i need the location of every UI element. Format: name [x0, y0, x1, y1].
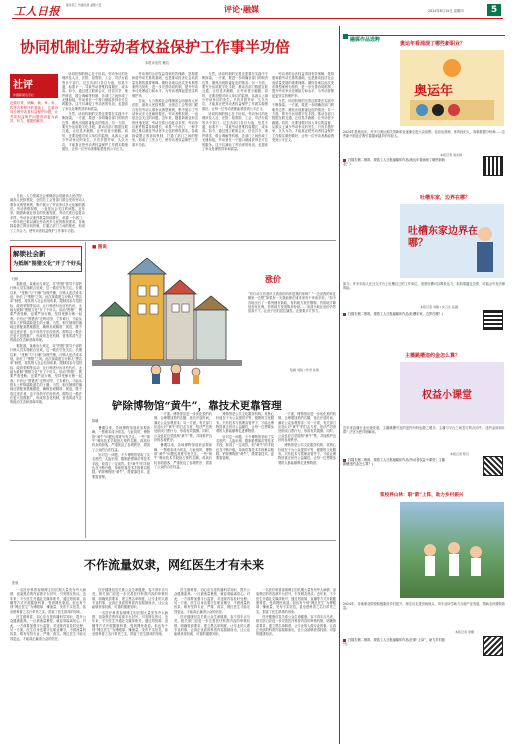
- museum-p4: 博物馆是公共文化服务机构，其核心价值在于为公众提供平等、便捷的文化服务。只有技术与管理双管齐下，才能让博物馆真正回归公益属性，让每一位想要参观的人都能顺利走进博物馆。: [216, 412, 274, 434]
- main-byline: 本报评论员 赖拉: [145, 61, 170, 65]
- lower-p4b: 医疗健康信息关系公众生命健康，容不得半点马虎。相关部门应进一步完善医疗科普内容的审核机制，明确资质要求，建立黑名单制度，让专业的人做专业的事，让真正优质的科普内容脱颖而出，让公众能够获得权威、可靠的健康知识。: [174, 615, 250, 637]
- museum-col1: [92, 426, 150, 534]
- divider-main: [10, 240, 336, 241]
- museum-p3b: 暑期以来，各地博物馆迎来参观高峰，一票难求成为常态。与此同时，博物馆“黄牛”问题也再度引发关注。一些“黄牛”利用技术手段抢占预约名额，再高价转卖给游客，严重扰乱了参观秩序，损害了公众的合法权益。: [154, 443, 212, 470]
- wongge-body: [10, 282, 82, 538]
- main-body-p7: 协同机制的核心在于协同。劳动争议的处理涉及人社、法院、检察院、工会、司法行政等多个部门，过去各部门各自为战，信息不通、标准不一，导致劳动者维权周期长、成本高。如今，通过建立联席会议、信息共享、案件移送、联合调解等机制，各部门之间形成了无缝衔接，劳动者在一个窗口就能获得全方位的服务。这不仅减轻了劳动者的负担，也提高了争议处理的效率和质量。: [202, 112, 268, 151]
- side-item4-link[interactable]: [343, 638, 447, 647]
- side-item2-link-text: 扫描右侧二维码，观看工人日报融媒体作品(吐槽东家，边界在哪？): [348, 312, 443, 316]
- main-body-p4: 劳动者的合法权益得到有效保障，是构建和谐劳动关系的基础，也是推动经济社会高质量发展的重要保障。期待各地以此次发布典型案例为契机，进一步完善协同机制，提升劳动争议处理能力和水平，为劳动者撑起更坚实的保护伞。: [132, 72, 198, 98]
- main-body-col3: [132, 72, 198, 234]
- cartoon-title: 涨价: [265, 274, 281, 284]
- museum-col3: [216, 412, 274, 534]
- side-item1-text: 2024年是奥运年，许多与奥运相关的新职业逐渐走进大众视野。电竞运营师、体育经纪人、赛事数据分析师……这些新兴职业正吸引着越来越多的年轻人。: [343, 130, 505, 139]
- side-item3-qr[interactable]: [483, 456, 503, 476]
- lower-col3: [174, 588, 250, 744]
- lower-col1: [10, 588, 86, 744]
- editorial-label: 社评: [13, 80, 33, 91]
- cartoon-illustration: [92, 252, 242, 384]
- side-item2-text: 如今，许多年轻人在社交平台上吐槽自己的工作单位。适度吐槽可以释放压力，但如果越过边界，可能会引发法律风险。: [343, 282, 505, 291]
- side-item2-poster-text: 吐槽东家边界在哪？: [408, 226, 478, 249]
- masthead-logo: 工人日报: [14, 5, 60, 18]
- lower-p4: 医生做科普，初心应当是传播科学知识、提升公众健康素养。一旦被流量裹挟，就容易偏离初心。对此，一方面要加强平台监管，对违规内容及时处理；另一方面，医生自身也要守住职业操守，不做流量的奴隶。唯有坚持专业、严谨、真实，网红医生才能走得更远，才能真正赢得公众的信任。: [174, 588, 250, 614]
- museum-col2: [154, 412, 212, 534]
- museum-p2: 针对这一问题，不少博物馆采取了实名预约、人脸识别、限制抢票频次等技术手段，取得了一定成效。但“黄牛”的手段也在不断升级，单纯依靠技术手段难以根除。铲除博物馆“黄牛”，既要靠技术，更要靠管理。: [92, 453, 150, 479]
- lower-p3: 医疗健康信息关系公众生命健康，容不得半点马虎。相关部门应进一步完善医疗科普内容的审核机制，明确资质要求，建立黑名单制度，让专业的人做专业的事，让真正优质的科普内容脱颖而出，让公众能够获得权威、可靠的健康知识。: [92, 588, 168, 610]
- cartoon-houses-icon: [92, 252, 242, 384]
- museum-col4: [278, 412, 336, 534]
- wongge-headline-1: 解锁社会新: [13, 250, 46, 258]
- lower-col2: [92, 588, 168, 744]
- divider-lower: [10, 540, 336, 541]
- cartoon-poem: “有行动又有意识又看房价的你是我的家吗？”一边说我的家在哪里一边想“如果有一天我能够在城市里有个家该多好。”如今各地出台了一系列楼市新政，有的地方放开限购，有的地方降低首付比例，有的地方发放购房补贴……但部分地区房价仍然居高不下。让房子回归居住属性，还需要多方努力。: [248, 292, 336, 314]
- lower-p1: 一名医疗科普视频博主因长期大量发布夸大病情、渲染焦虑的内容被平台封号，引发网友热议。近年来，不少医生开通社交媒体账号，通过短视频、直播等方式开展健康科普，受到网民欢迎。但也有个别“网红医生”为博眼球、赚流量，发布不实信息，甚至借科普之名行带货之实，损害了医生群体的形象。: [10, 588, 86, 614]
- side-item1-link[interactable]: [343, 158, 447, 167]
- masthead: [0, 0, 515, 20]
- lower-p5: 一名医疗科普视频博主因长期大量发布夸大病情、渲染焦虑的内容被平台封号，引发网友热议。近年来，不少医生开通社交媒体账号，通过短视频、直播等方式开展健康科普，受到网民欢迎。但也有个别“网红医生”为博眼球、赚流量，发布不实信息，甚至借科普之名行带货之实，损害了医生群体的形象。: [256, 588, 336, 614]
- museum-p4b: 针对这一问题，不少博物馆采取了实名预约、人脸识别、限制抢票频次等技术手段，取得了一定成效。但“黄牛”的手段也在不断升级，单纯依靠技术手段难以根除。铲除博物馆“黄牛”，既要靠技术，更要靠管理。: [216, 434, 274, 461]
- issue-date: 2024年8月15日 星期四: [428, 9, 464, 13]
- lower-headline: 不作流量奴隶，网红医生才有未来: [84, 558, 265, 572]
- main-body-p3: 当然，协同机制的完善还需要在实践中不断探索。一方面，要进一步明确各部门的职责边界，避免出现推诿扯皮的情况；另一方面，要充分运用数字化手段，推动各部门数据互联互通，让信息多跑路，让劳动者少跑腿。同时，还要加强对用人单位的监督，从源头上减少劳动争议的发生。只有多措并举、久久为功，才能真正把劳动者权益保护工作做实做细做好，让每一位劳动者都能感受到公平正义。: [62, 112, 128, 151]
- main-body-col2: [62, 72, 128, 234]
- museum-author: 陈曦: [92, 419, 99, 423]
- sidebar-header-icon: [343, 34, 348, 39]
- main-body-p8: 劳动者的合法权益得到有效保障，是构建和谐劳动关系的基础，也是推动经济社会高质量发展的重要保障。期待各地以此次发布典型案例为契机，进一步完善协同机制，提升劳动争议处理能力和水平，为劳动者撑起更坚实的保护伞。: [272, 72, 334, 98]
- side-item1-title: 奥运年看涌现了哪些新职业？: [400, 41, 466, 47]
- sidebar-header-text: 融媒作品选粹: [350, 37, 381, 43]
- side-item4-text: 2024年，各地职业院校积极服务乡村振兴，师生们走进田间地头，用专业所学助力当地产业发展，帮助农民增收致富。: [343, 602, 505, 611]
- side-item4-credit: 本报记者 李娜: [455, 630, 474, 634]
- editorial-lead: 在做好采、调解、裁、审、诉、执等各种程序的基础上，注重协同办理劳动者权益保护问题，让劳动权益保护问题得到更为高效、有力、便捷的解决。: [10, 101, 58, 124]
- main-body-p9: 当然，协同机制的完善还需要在实践中不断探索。一方面，要进一步明确各部门的职责边界，避免出现推诿扯皮的情况；另一方面，要充分运用数字化手段，推动各部门数据互联互通，让信息多跑路，让劳动者少跑腿。同时，还要加强对用人单位的监督，从源头上减少劳动争议的发生。只有多措并举、久久为功，才能真正把劳动者权益保护工作做实做细做好，让每一位劳动者都能感受到公平正义。: [272, 99, 334, 143]
- qr-bullet-icon: [343, 313, 346, 316]
- divider-sidebar: [339, 26, 340, 744]
- side-item2-qr[interactable]: [483, 310, 503, 330]
- side-item4-photo: [400, 502, 504, 598]
- sidebar-header: [343, 26, 505, 43]
- side-item3-link[interactable]: [343, 458, 447, 467]
- page-number-text: 5: [490, 5, 498, 15]
- museum-p5b: 博物馆是公共文化服务机构，其核心价值在于为公众提供平等、便捷的文化服务。只有技术与管理双管齐下，才能让博物馆真正回归公益属性，让每一位想要参观的人都能顺利走进博物馆。: [278, 443, 336, 465]
- wongge-headline-2: 为抵制“围猎文化”开了个好头: [13, 261, 82, 267]
- section-title: 评论·融媒: [224, 5, 260, 14]
- main-body-col5: [272, 72, 334, 234]
- side-item1-poster: [400, 50, 504, 126]
- main-body-col4: [202, 72, 268, 234]
- side-item4-qr[interactable]: [483, 636, 503, 656]
- masthead-slogan: [66, 4, 101, 8]
- lower-author: 张弛: [12, 581, 19, 585]
- wongge-headline-box: [10, 246, 82, 272]
- museum-p3: 一方面，博物馆应进一步优化预约机制，合理增加预约名额，延长开放时间，满足公众参观需求；另一方面，有关部门应加大对“黄牛”的打击力度，依法严厉查处倒卖门票行为，形成有效震慑。同时，公众也应自觉抵制“黄牛”票，共同维护良好的参观秩序。: [154, 412, 212, 443]
- masthead-rule: [12, 18, 503, 19]
- wongge-body-p2: 据报道，某地出台规定，对“围猎”领导干部的行贿人员实施联合惩戒，这一做法引发关注。长期以来，“受贿”与“行贿”处理失衡，行贿人违法成本低，助长了“围猎”之风。此次探索建立行贿人“黑名单”制度，将其纳入社会信用体系，限制其参与招投标、政府采购等活动，让行贿者付出应有代价，无疑为抵制“围猎文化”开了个好头。惩治“围猎”，既要严查受贿，也要严惩行贿，坚持受贿行贿一起查。只有让“围猎者”无利可图、寸步难行，才能从根本上铲除腐败滋生的土壤。当然，相关制度的落地还需配套措施跟进，确保惩戒精准、规范，既不放过违法者，也不误伤守法经营者。期待这一做法在更大范围推广，形成常态化机制，营造风清气正的政治生态和营商环境。: [10, 343, 82, 405]
- editorial-badge: [10, 74, 58, 98]
- person-icon: [470, 224, 500, 274]
- main-body-p1: 日前，人力资源社会保障部会同最高人民法院、最高人民检察院、全国总工会等部门联合发布劳动人事争议典型案例，集中展示了劳动争议多元化解的做法。劳动者维权难，一直是社会关注的问题。近年来，随着新就业形态的快速发展，劳动关系日趋复杂多样，劳动争议案件数量持续增长，单靠一个部门、一种手段已难以满足劳动者多元化的维权需求。各地探索建立的协同机制，打通了部门之间的壁垒，形成了工作合力，使劳动者权益保护工作事半功倍。: [10, 194, 85, 233]
- slogan-1: 服务职工: [66, 3, 78, 7]
- side-item3-poster: [400, 362, 504, 424]
- side-item2-link[interactable]: [343, 312, 447, 316]
- cartoon-credit: 绘画 刘锐 / 作者 沈建: [290, 368, 319, 372]
- museum-headline: 铲除博物馆“黄牛”，靠技术更靠管理: [112, 400, 282, 412]
- lower-p2: 医生做科普，初心应当是传播科学知识、提升公众健康素养。一旦被流量裹挟，就容易偏离初心。对此，一方面要加强平台监管，对违规内容及时处理；另一方面，医生自身也要守住职业操守，不做流量的奴隶。唯有坚持专业、严谨、真实，网红医生才能走得更远，才能真正赢得公众的信任。: [10, 615, 86, 641]
- page-number: [487, 4, 501, 16]
- main-body-p6: 当然，协同机制的完善还需要在实践中不断探索。一方面，要进一步明确各部门的职责边界，避免出现推诿扯皮的情况；另一方面，要充分运用数字化手段，推动各部门数据互联互通，让信息多跑路，让劳动者少跑腿。同时，还要加强对用人单位的监督，从源头上减少劳动争议的发生。只有多措并举、久久为功，才能真正把劳动者权益保护工作做实做细做好，让每一位劳动者都能感受到公平正义。: [202, 72, 268, 111]
- side-item3-title: 主播跳槽违约金怎么算？: [405, 353, 461, 359]
- side-item1-poster-text: 奥运年: [414, 84, 454, 99]
- students-photo-icon: [400, 502, 504, 598]
- lower-p3b: 一名医疗科普视频博主因长期大量发布夸大病情、渲染焦虑的内容被平台封号，引发网友热议。近年来，不少医生开通社交媒体账号，通过短视频、直播等方式开展健康科普，受到网民欢迎。但也有个别“网红医生”为博眼球、赚流量，发布不实信息，甚至借科普之名行带货之实，损害了医生群体的形象。: [92, 610, 168, 637]
- main-headline: 协同机制让劳动者权益保护工作事半功倍: [20, 38, 291, 56]
- cartoon-label: ■ 图说: [92, 245, 107, 250]
- side-item4-link-text: 扫描右侧二维码，观看工人日报融媒体作品(在职“上岗”，助力乡村振兴): [343, 638, 445, 647]
- side-item2-poster: [400, 204, 504, 278]
- side-item1-credit: 本报记者 刘友锋: [440, 153, 462, 157]
- side-item2-credit: 本报记者 刘静 / 实习生 张越: [420, 305, 458, 309]
- main-body-p2: 协同机制的核心在于协同。劳动争议的处理涉及人社、法院、检察院、工会、司法行政等多个部门，过去各部门各自为战，信息不通、标准不一，导致劳动者维权周期长、成本高。如今，通过建立联席会议、信息共享、案件移送、联合调解等机制，各部门之间形成了无缝衔接，劳动者在一个窗口就能获得全方位的服务。这不仅减轻了劳动者的负担，也提高了争议处理的效率和质量。: [62, 72, 128, 111]
- side-item3-link-text: 扫描右侧二维码，观看工人日报融媒体作品(劳动者权益小课堂丨主播跳槽违约金怎么算？): [343, 458, 445, 467]
- side-item1-qr[interactable]: [483, 156, 503, 176]
- museum-p1: 暑期以来，各地博物馆迎来参观高峰，一票难求成为常态。与此同时，博物馆“黄牛”问题也再度引发关注。一些“黄牛”利用技术手段抢占预约名额，再高价转卖给游客，严重扰乱了参观秩序，损害了公众的合法权益。: [92, 426, 150, 452]
- side-item3-text: 近年来直播行业迅速发展，主播跳槽引发的违约纠纷也随之增多。主播与平台之间签订的合同中，违约金如何计算？法官为您详细解读。: [343, 426, 505, 435]
- editorial-sub: 中国新闻名专栏: [13, 93, 35, 97]
- wongge-author: 杜帆: [12, 277, 19, 281]
- cartoon-label-text: 图说: [97, 245, 107, 250]
- slogan-2: 传播发展: [78, 3, 90, 7]
- wongge-body-p: 据报道，某地出台规定，对“围猎”领导干部的行贿人员实施联合惩戒，这一做法引发关注。长期以来，“受贿”与“行贿”处理失衡，行贿人违法成本低，助长了“围猎”之风。此次探索建立行贿人“黑名单”制度，将其纳入社会信用体系，限制其参与招投标、政府采购等活动，让行贿者付出应有代价，无疑为抵制“围猎文化”开了个好头。惩治“围猎”，既要严查受贿，也要严惩行贿，坚持受贿行贿一起查。只有让“围猎者”无利可图、寸步难行，才能从根本上铲除腐败滋生的土壤。当然，相关制度的落地还需配套措施跟进，确保惩戒精准、规范，既不放过违法者，也不误伤守法经营者。期待这一做法在更大范围推广，形成常态化机制，营造风清气正的政治生态和营商环境。: [10, 282, 82, 343]
- side-item2-title: 吐槽东家，边界在哪？: [420, 195, 471, 201]
- lower-p5b: 医疗健康信息关系公众生命健康，容不得半点马虎。相关部门应进一步完善医疗科普内容的审核机制，明确资质要求，建立黑名单制度，让专业的人做专业的事，让真正优质的科普内容脱颖而出，让公众能够获得权威、可靠的健康知识。: [256, 615, 336, 637]
- slogan-3: 凝聚力量: [90, 3, 102, 7]
- side-item3-poster-head: 权益小课堂: [422, 390, 472, 401]
- side-item1-link-text: 扫描右侧二维码，观看工人日报融媒体作品(奥运年看涌现了哪些新职业？): [343, 158, 445, 167]
- lower-col4: [256, 588, 336, 744]
- main-body-p5: 日前，人力资源社会保障部会同最高人民法院、最高人民检察院、全国总工会等部门联合发布劳动人事争议典型案例，集中展示了劳动争议多元化解的做法。劳动者维权难，一直是社会关注的问题。近年来，随着新就业形态的快速发展，劳动关系日趋复杂多样，劳动争议案件数量持续增长，单靠一个部门、一种手段已难以满足劳动者多元化的维权需求。各地探索建立的协同机制，打通了部门之间的壁垒，形成了工作合力，使劳动者权益保护工作事半功倍。: [132, 99, 198, 147]
- museum-p5: 一方面，博物馆应进一步优化预约机制，合理增加预约名额，延长开放时间，满足公众参观需求；另一方面，有关部门应加大对“黄牛”的打击力度，依法严厉查处倒卖门票行为，形成有效震慑。同时，公众也应自觉抵制“黄牛”票，共同维护良好的参观秩序。: [278, 412, 336, 443]
- side-item4-title: 浆校养山林：职“箭”上阵，助力乡村振兴: [380, 493, 464, 498]
- divider-left: [85, 242, 86, 538]
- side-item3-credit: 本报记者 陈丹: [450, 452, 469, 456]
